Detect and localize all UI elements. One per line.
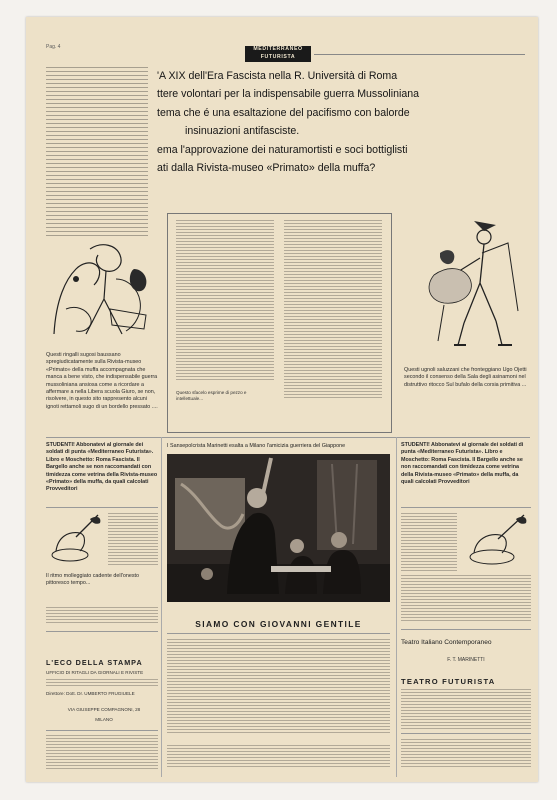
teatro-italiano-title: Teatro Italiano Contemporaneo xyxy=(401,639,492,646)
right-small-text xyxy=(401,513,457,571)
right-cartoon-caption: Questi ugnoli saluzzani che fronteggiano Ugo Ojetti secondo il consenso della Sala degli asinamoni nel distruttivo ritocco Sul bufalo della corsia primitiva ... xyxy=(404,367,527,388)
masthead xyxy=(245,46,311,62)
cartoon-illustration-icon xyxy=(46,239,156,339)
left-text-column xyxy=(46,67,148,239)
page-number: Pag. 4 xyxy=(46,44,61,50)
eco-subtitle: UFFICIO DI RITAGLI DA GIORNALI E RIVISTE xyxy=(46,670,144,675)
eco-body xyxy=(46,679,158,687)
quill-inkpot-right-icon xyxy=(462,511,530,571)
teatro-author: F. T. MARINETTI xyxy=(447,657,485,663)
left-small-cartoon xyxy=(46,511,104,569)
gentile-headline: SIAMO CON GIOVANNI GENTILE xyxy=(195,619,362,629)
eco-bottom-rule xyxy=(46,730,158,731)
left-cartoon-caption: Questi ringalli sugosi baussano spregiudicatamente sulla Rivista-museo «Primato» della muffa accompagnata che manca a bene visto, che indispensabile guerra mussoliniana ansiosa come a ricordare a affermare a nella Libera scuola Giuro, se non, risolvere, in questo sito rappresento alcuni ignoti rettamoli sugo di un bordello pressato .... xyxy=(46,352,158,410)
eco-director: Direttore: Dott. Dr. UMBERTO FRUGIUELE xyxy=(46,691,135,696)
center-text-box xyxy=(167,213,392,433)
left-studenti-rule xyxy=(46,507,158,508)
left-footer-text xyxy=(46,735,158,771)
box-note: Questo sfacelo esprime di pezzo e intellettuale... xyxy=(176,390,247,402)
left-eco-rule xyxy=(46,631,158,632)
marinetti-photo xyxy=(167,454,390,602)
right-small-cartoon xyxy=(462,511,530,571)
right-footer-text xyxy=(401,739,531,769)
right-teatro-rule xyxy=(401,629,531,630)
masthead-line-1: MEDITERRANEO xyxy=(253,46,303,52)
left-small-text xyxy=(108,513,158,567)
right-studenti-notice: STUDENTI! Abbonatevi al giornale dei soldati di punta «Mediterraneo Futurista». Libro e Moschetto: Roma Fascista. Il Bargello anche se non raccomandati con timidezza come vetrina della Rivista-museo «Primato» della muffa, da quali calcolati Provveditori xyxy=(401,442,524,486)
headline-line-4: insinuazioni antifasciste. xyxy=(185,125,300,138)
headline-line-2: ttere volontari per la indispensabile guerra Mussoliniana xyxy=(157,88,420,101)
left-cartoon2-caption: Il ritmo molleggiato cadente dell'onesto pittoresco tempo... xyxy=(46,573,140,587)
gentile-rule xyxy=(167,633,390,634)
left-note-text xyxy=(46,607,158,625)
headline xyxy=(157,67,535,177)
newspaper-page xyxy=(26,17,538,782)
band-rule-top xyxy=(46,437,530,438)
gentile-article-footer xyxy=(167,745,390,769)
headline-line-3: tema che é una esaltazione del pacifismo con balorde xyxy=(157,106,410,119)
box-column-left xyxy=(176,220,274,380)
photo-caption: I Sansepolcrista Marinetti esalta a Milano l'amicizia guerriera del Giappone xyxy=(167,443,346,449)
col-rule-right xyxy=(396,437,397,777)
eco-della-stampa-title: L'ECO DELLA STAMPA xyxy=(46,658,143,667)
teatro-futurista-title: TEATRO FUTURISTA xyxy=(401,677,496,686)
masthead-rule xyxy=(314,54,525,55)
eco-city: MILANO xyxy=(95,717,113,722)
eco-address: VIA GIUSEPPE COMPAGNONI, 28 xyxy=(67,707,141,712)
headline-line-1: 'A XIX dell'Era Fascista nella R. Università di Roma xyxy=(157,70,398,82)
headline-line-6: ati dalla Rivista-museo «Primato» della muffa? xyxy=(157,162,376,175)
left-studenti-notice: STUDENTI! Abbonatevi al giornale dei soldati di punta «Mediterraneo Futurista». Libro e Moschetto: Roma Fascista. Il Bargello anche se non raccomandati con timidezza come vetrina della Rivista-museo «Primato» della muffa, da quali calcolati Provveditori xyxy=(46,442,158,493)
don-quixote-illustration-icon xyxy=(404,213,529,363)
col-rule-left xyxy=(161,437,162,777)
right-caption-text xyxy=(401,575,531,621)
teatro-bottom-rule xyxy=(401,733,531,734)
teatro-body xyxy=(401,689,531,729)
headline-line-5: ema l'approvazione dei naturamortisti e soci bottiglisti xyxy=(157,143,408,156)
right-cartoon xyxy=(404,213,529,363)
masthead-line-2: FUTURISTA xyxy=(260,53,296,60)
speech-photo-icon xyxy=(167,454,390,602)
quill-inkpot-icon xyxy=(46,511,104,569)
box-column-right xyxy=(284,220,382,400)
right-studenti-rule xyxy=(401,507,531,508)
left-cartoon xyxy=(46,239,156,339)
gentile-article-body xyxy=(167,639,390,734)
